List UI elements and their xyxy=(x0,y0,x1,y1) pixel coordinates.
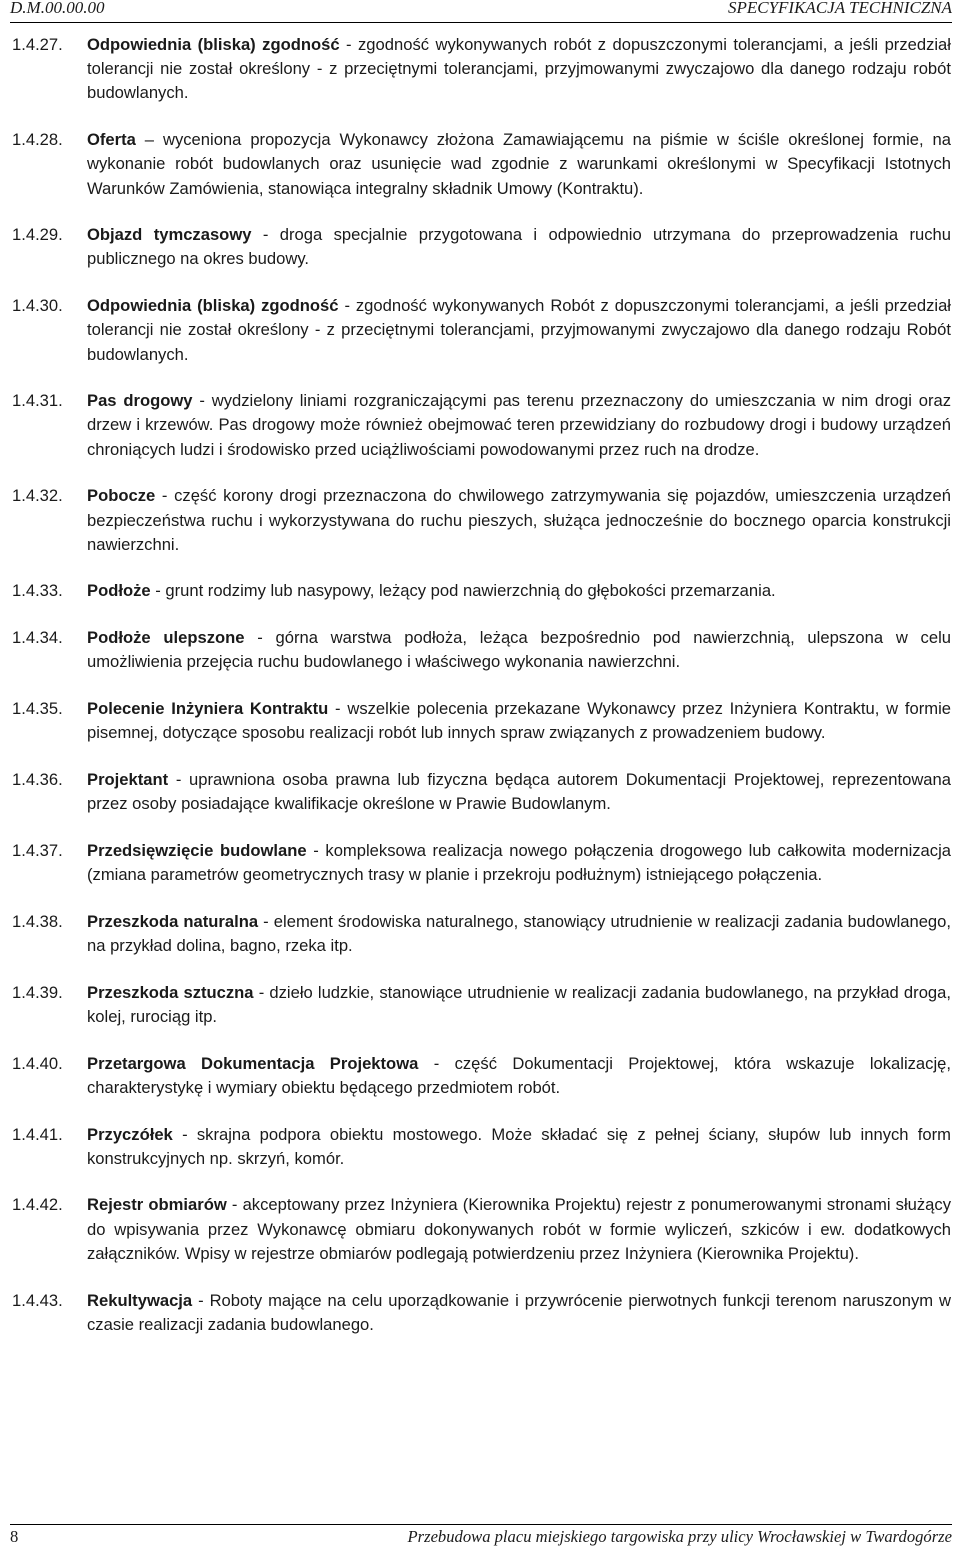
definition-term: Przeszkoda sztuczna xyxy=(87,982,254,1002)
definition-term: Podłoże xyxy=(87,581,151,601)
definition-term: Przeszkoda naturalna xyxy=(87,911,259,931)
definitions-list xyxy=(12,33,951,1359)
definition-text: - skrajna podpora obiektu mostowego. Może składać się z pełnej ściany, słupów lub innych form konstrukcyjnych np. skrzyń, komór. xyxy=(87,1124,951,1168)
definition-number: 1.4.37. xyxy=(12,840,63,860)
definition-number: 1.4.27. xyxy=(12,35,63,54)
definition-item xyxy=(12,223,951,271)
definition-term: Odpowiednia (bliska) zgodność xyxy=(87,35,340,54)
definition-text: - element środowiska naturalnego, stanowiący utrudnienie w realizacji zadania budowlanego, na przykład dolina, bagno, rzeka itp. xyxy=(87,911,952,955)
definition-term: Przedsięwzięcie budowlane xyxy=(87,840,307,860)
definition-number: 1.4.39. xyxy=(12,982,63,1002)
definition-number: 1.4.38. xyxy=(12,911,63,931)
definition-number: 1.4.40. xyxy=(12,1053,63,1073)
definition-text: - zgodność wykonywanych Robót z dopuszczonymi tolerancjami, a jeśli przedział tolerancji nie został określony - z przeciętnymi tolerancjami, przyjmowanymi zwyczajowo dla danego rodzaju Robót budowlanych. xyxy=(87,296,951,364)
definition-item xyxy=(12,1289,951,1337)
definition-item xyxy=(12,389,951,462)
definition-number: 1.4.31. xyxy=(12,391,63,411)
definition-item xyxy=(12,1052,951,1100)
definition-number: 1.4.29. xyxy=(12,225,63,245)
definition-number: 1.4.28. xyxy=(12,130,63,150)
page-number: 8 xyxy=(10,1527,19,1546)
definition-number: 1.4.36. xyxy=(12,769,63,789)
definition-item xyxy=(12,294,951,367)
definition-number: 1.4.30. xyxy=(12,296,63,316)
definition-term: Projektant xyxy=(87,769,169,789)
definition-item xyxy=(12,579,951,603)
definition-item xyxy=(12,484,951,557)
definition-item xyxy=(12,1123,951,1171)
definition-text: - droga specjalnie przygotowana i odpowiednio utrzymana do przeprowadzenia ruchu publicznego na okres budowy. xyxy=(87,225,951,269)
definition-text: - część Dokumentacji Projektowej, która wskazuje lokalizację, charakterystykę i wymiary obiektu będącego przedmiotem robót. xyxy=(87,1053,951,1097)
document-type: SPECYFIKACJA TECHNICZNA xyxy=(727,0,952,17)
definition-item xyxy=(12,981,951,1029)
definition-item xyxy=(12,33,951,106)
page-header xyxy=(10,0,952,23)
definition-text: - górna warstwa podłoża, leżąca bezpośrednio pod nawierzchnią, ulepszona w celu umożliwienia przejęcia ruchu budowlanego i właściwego wykonania nawierzchni. xyxy=(87,628,951,672)
definition-term: Oferta xyxy=(87,130,136,150)
project-title: Przebudowa placu miejskiego targowiska przy ulicy Wrocławskiej w Twardogórze xyxy=(407,1527,952,1546)
definition-term: Pas drogowy xyxy=(87,391,193,411)
definition-number: 1.4.35. xyxy=(12,699,63,719)
definition-text: - kompleksowa realizacja nowego połączenia drogowego lub całkowita modernizacja (zmiana parametrów geometrycznych trasy w planie i przekroju podłużnym) istniejącego połączenia. xyxy=(87,840,951,885)
definition-term: Pobocze xyxy=(87,486,156,506)
definition-number: 1.4.33. xyxy=(12,581,63,601)
definition-text: - uprawniona osoba prawna lub fizyczna będąca autorem Dokumentacji Projektowej, reprezentowana przez osoby posiadające kwalifikacje określone w Prawie Budowlanym. xyxy=(87,769,951,814)
definition-item xyxy=(12,839,951,887)
definition-number: 1.4.41. xyxy=(12,1124,63,1144)
definition-item xyxy=(12,768,951,816)
document-code: D.M.00.00.00 xyxy=(10,0,105,17)
definition-item xyxy=(12,910,951,958)
definition-text: - wszelkie polecenia przekazane Wykonawcy przez Inżyniera Kontraktu, w formie pisemnej, dotyczące sposobu realizacji robót lub innych spraw związanych z prowadzeniem budowy. xyxy=(87,699,951,743)
page-footer xyxy=(10,1524,952,1546)
definition-item xyxy=(12,128,951,201)
definition-number: 1.4.34. xyxy=(12,628,63,648)
definition-term: Objazd tymczasowy xyxy=(87,225,252,245)
definition-term: Rejestr obmiarów xyxy=(87,1195,227,1215)
definition-item xyxy=(12,697,951,745)
definition-item xyxy=(12,1193,951,1266)
definition-term: Rekultywacja xyxy=(87,1290,193,1310)
definition-text: - akceptowany przez Inżyniera (Kierownika Projektu) rejestr z ponumerowanymi stronami służący do wpisywania przez Wykonawcę obmiaru dokonywanych robót w formie wyliczeń, szkiców i ew. dodatkowych załączników. Wpisy w rejestrze obmiarów podlegają potwierdzeniu przez Inżyniera (Kierownika Projektu). xyxy=(87,1195,951,1263)
definition-number: 1.4.32. xyxy=(12,486,63,506)
definition-text: - zgodność wykonywanych robót z dopuszczonymi tolerancjami, a jeśli przedział tolerancji nie został określony - z przeciętnymi tolerancjami, przyjmowanymi zwyczajowo dla danego rodzaju robót budowlanych. xyxy=(87,35,951,103)
definition-term: Przetargowa Dokumentacja Projektowa xyxy=(87,1053,419,1073)
definition-number: 1.4.43. xyxy=(12,1290,63,1310)
definition-text: – wyceniona propozycja Wykonawcy złożona Zamawiającemu na piśmie w ściśle określonej formie, na wykonanie robót budowlanych oraz usunięcie wad zgodnie z warunkami określonymi w Specyfikacji Istotnych Warunków Zamówienia, stanowiąca integralny składnik Umowy (Kontraktu). xyxy=(87,130,951,198)
definition-number: 1.4.42. xyxy=(12,1195,63,1215)
definition-term: Odpowiednia (bliska) zgodność xyxy=(87,296,339,316)
definition-text: - Roboty mające na celu uporządkowanie i przywrócenie pierwotnych funkcji terenom naruszonym w czasie realizacji zadania budowlanego. xyxy=(87,1290,951,1334)
definition-text: - dzieło ludzkie, stanowiące utrudnienie w realizacji zadania budowlanego, na przykład droga, kolej, rurociąg itp. xyxy=(87,982,951,1026)
definition-term: Przyczółek xyxy=(87,1124,173,1144)
definition-term: Polecenie Inżyniera Kontraktu xyxy=(87,699,329,719)
definition-text: - wydzielony liniami rozgraniczającymi pas terenu przeznaczony do umieszczania w nim drogi oraz drzew i krzewów. Pas drogowy może również obejmować teren przewidziany do rozbudowy drogi i budowy urządzeń chroniących ludzi i środowisko przed uciążliwościami powodowanymi przez ruch na drodze. xyxy=(87,391,951,459)
definition-text: - grunt rodzimy lub nasypowy, leżący pod nawierzchnią do głębokości przemarzania. xyxy=(150,581,776,601)
definition-item xyxy=(12,626,951,674)
definition-term: Podłoże ulepszone xyxy=(87,628,245,648)
definition-text: - część korony drogi przeznaczona do chwilowego zatrzymywania się pojazdów, umieszczenia urządzeń bezpieczeństwa ruchu i wykorzystywana do ruchu pieszych, służąca jednocześnie do bocznego oparcia konstrukcji nawierzchni. xyxy=(87,486,951,554)
